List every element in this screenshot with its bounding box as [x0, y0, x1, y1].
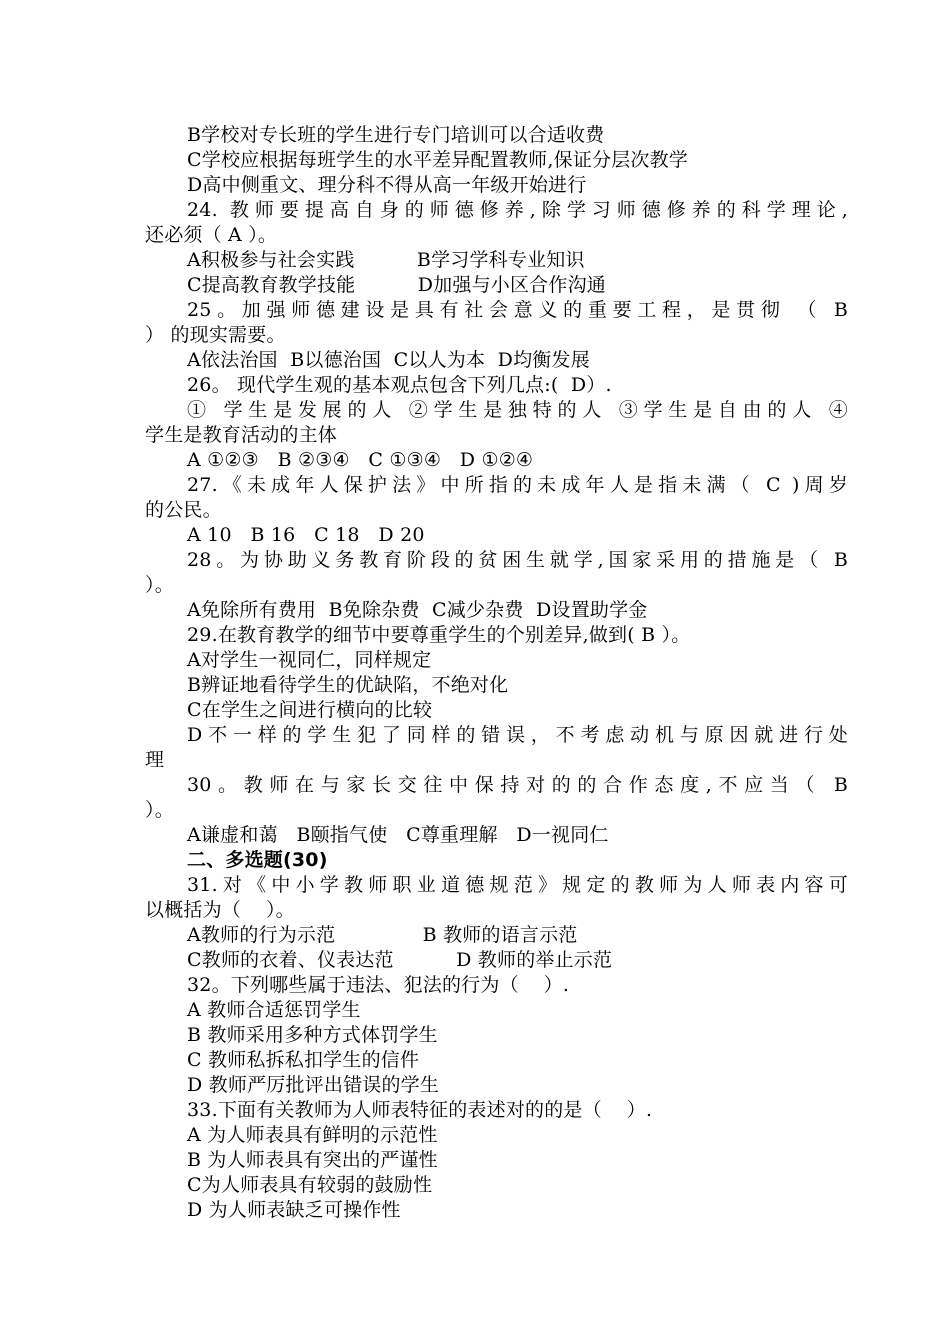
question-30-cont: ）。 [145, 799, 174, 821]
option-line: A依法治国 B以德治国 C以人为本 D均衡发展 [187, 349, 590, 371]
question-24: 24. 教师要提高自身的师德修养,除学习师德修养的科学理论, [187, 199, 848, 221]
option-line: A免除所有费用 B免除杂费 C减少杂费 D设置助学金 [187, 599, 648, 621]
question-25-cont: ） 的现实需要。 [145, 324, 286, 346]
question-29: 29.在教育教学的细节中要尊重学生的个别差异,做到( B ）。 [187, 624, 691, 646]
option-line: C学校应根据每班学生的水平差异配置教师,保证分层次教学 [187, 149, 688, 171]
option-line: C教师的衣着、仪表达范 D 教师的举止示范 [187, 949, 613, 971]
option-line: D高中侧重文、理分科不得从高一年级开始进行 [187, 174, 587, 196]
option-line: D不一样的学生犯了同样的错误，不考虑动机与原因就进行处 [187, 724, 848, 746]
option-line: A谦虚和蔼 B颐指气使 C尊重理解 D一视同仁 [187, 824, 609, 846]
option-line: A积极参与社会实践 B学习学科专业知识 [187, 249, 585, 271]
option-line: C在学生之间进行横向的比较 [187, 699, 433, 721]
section-heading: 二、多选题(30) [187, 849, 328, 871]
option-line: B学校对专长班的学生进行专门培训可以合适收费 [187, 124, 605, 146]
option-line: C提高教育教学技能 D加强与小区合作沟通 [187, 274, 606, 296]
option-line: B 为人师表具有突出的严谨性 [187, 1149, 438, 1171]
question-31-cont: 以概括为（ ）。 [145, 899, 295, 921]
question-24-cont: 还必须（ A ）。 [145, 224, 278, 246]
option-line: A对学生一视同仁，同样规定 [187, 649, 432, 671]
option-line: D 为人师表缺乏可操作性 [187, 1199, 401, 1221]
question-27-cont: 的公民。 [145, 499, 222, 521]
option-line: D 教师严厉批评出错误的学生 [187, 1074, 440, 1096]
question-32: 32。下列哪些属于违法、犯法的行为（ ）. [187, 974, 570, 996]
option-line: B辨证地看待学生的优缺陷，不绝对化 [187, 674, 509, 696]
question-25: 25。加强师德建设是具有社会意义的重要工程，是贯彻 （ B [187, 299, 848, 321]
option-line: A 为人师表具有鲜明的示范性 [187, 1124, 438, 1146]
question-26-items-cont: 学生是教育活动的主体 [145, 424, 338, 446]
question-28: 28。为协助义务教育阶段的贫困生就学,国家采用的措施是（ B [187, 549, 848, 571]
option-line: C为人师表具有较弱的鼓励性 [187, 1174, 433, 1196]
question-31: 31.对《中小学教师职业道德规范》规定的教师为人师表内容可 [187, 874, 848, 896]
question-30: 30。教师在与家长交往中保持对的的合作态度,不应当（ B [187, 774, 848, 796]
option-line-cont: 理 [145, 749, 165, 771]
question-28-cont: ）。 [145, 574, 174, 596]
question-26: 26。 现代学生观的基本观点包含下列几点:( D）. [187, 374, 612, 396]
option-line: C 教师私拆私扣学生的信件 [187, 1049, 420, 1071]
option-line: A 教师合适惩罚学生 [187, 999, 361, 1021]
question-26-items: ① 学生是发展的人 ②学生是独特的人 ③学生是自由的人 ④ [187, 399, 848, 421]
question-27: 27.《未成年人保护法》中所指的未成年人是指未满（ C )周岁 [187, 474, 848, 496]
option-line: A教师的行为示范 B 教师的语言示范 [187, 924, 578, 946]
option-line: A 10 B 16 C 18 D 20 [187, 524, 425, 546]
option-line: A ①②③ B ②③④ C ①③④ D ①②④ [187, 449, 534, 471]
question-33: 33.下面有关教师为人师表特征的表述对的的是（ ）. [187, 1099, 653, 1121]
option-line: B 教师采用多种方式体罚学生 [187, 1024, 438, 1046]
